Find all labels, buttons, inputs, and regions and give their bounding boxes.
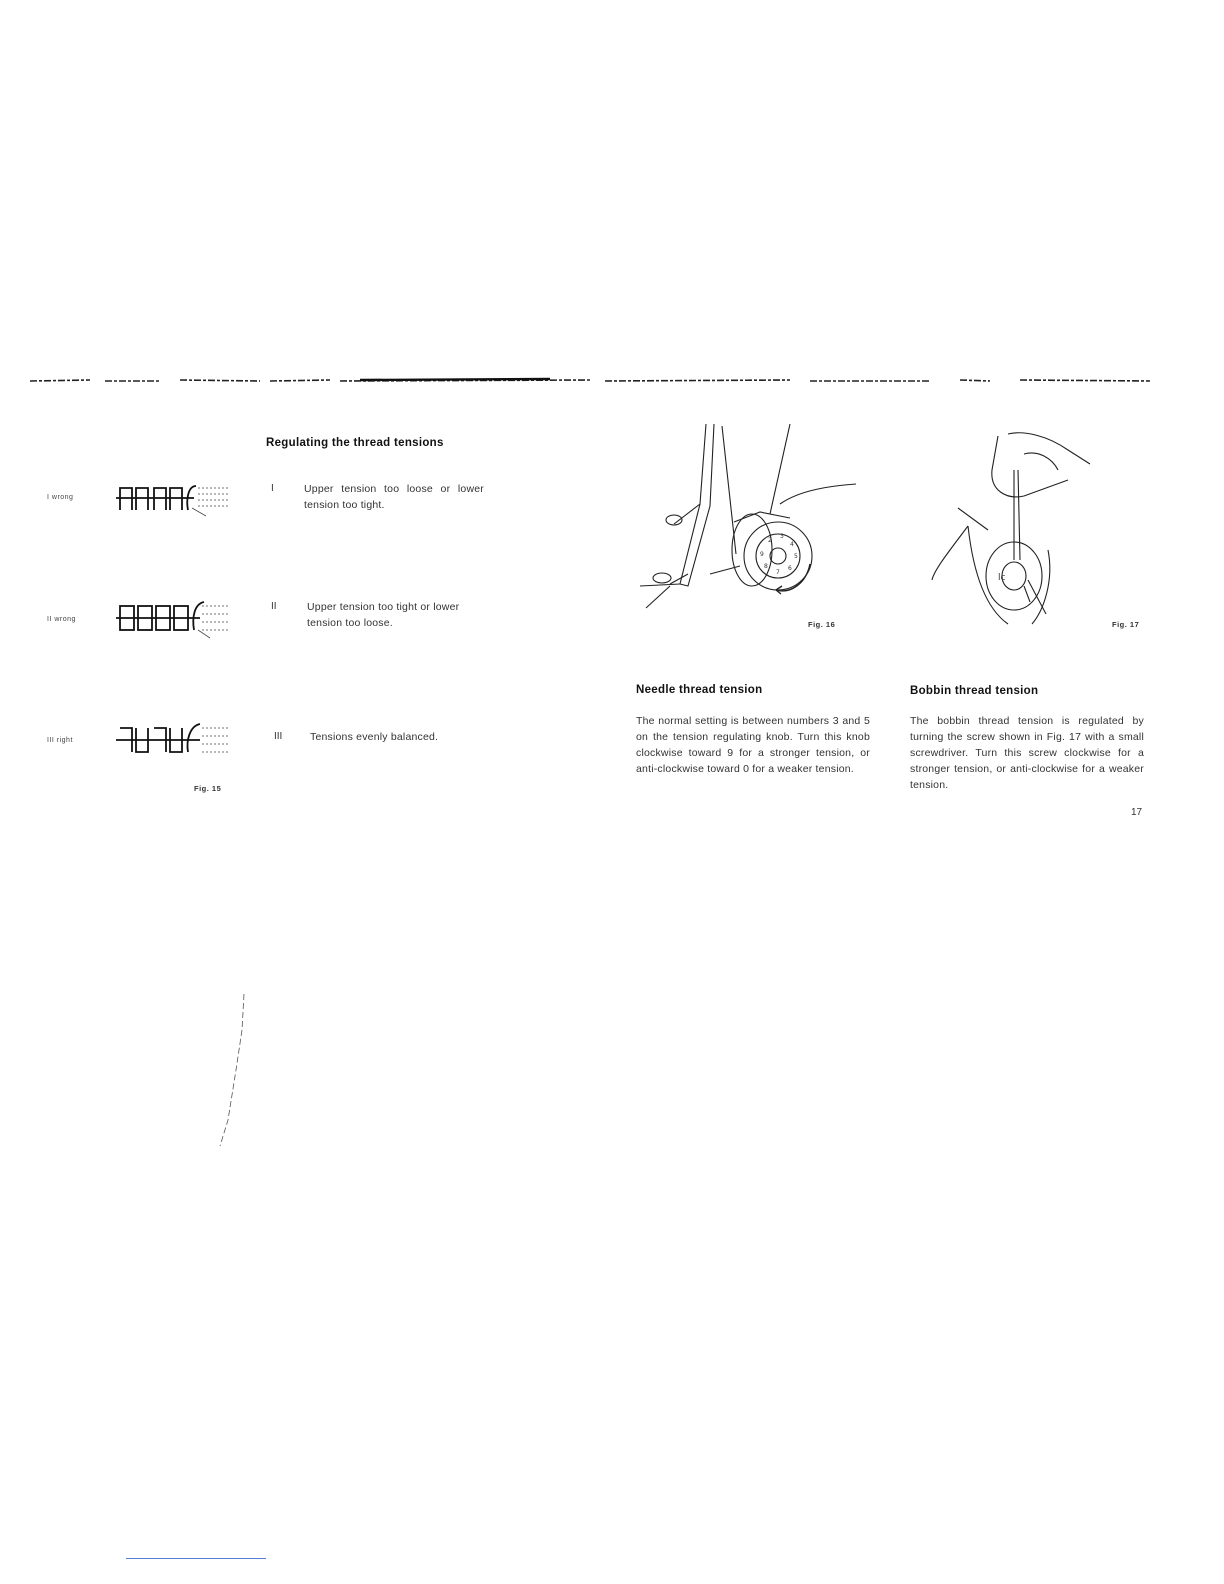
tension-knob-illustration-icon bbox=[640, 424, 860, 614]
fig17-caption: Fig. 17 bbox=[1112, 620, 1140, 629]
svg-text:2: 2 bbox=[768, 537, 772, 544]
row-label-iii: III right bbox=[47, 737, 73, 744]
stitch-diagram-icon bbox=[114, 720, 230, 760]
page-number: 17 bbox=[1131, 807, 1143, 818]
svg-text:8: 8 bbox=[764, 563, 768, 570]
row-text-iii: Tensions evenly balanced. bbox=[310, 731, 439, 743]
stitch-diagram-icon bbox=[114, 480, 230, 516]
svg-text:3: 3 bbox=[780, 533, 784, 540]
needle-title: Needle thread tension bbox=[636, 684, 763, 696]
row-text-i: Upper tension too loose or lower tension too tight. bbox=[304, 483, 484, 511]
bobbin-title: Bobbin thread tension bbox=[910, 685, 1039, 697]
tensions-title: Regulating the thread tensions bbox=[266, 437, 444, 449]
bobbin-case-illustration-icon bbox=[928, 430, 1098, 626]
svg-text:7: 7 bbox=[776, 569, 780, 576]
row-numeral-ii: II bbox=[271, 601, 277, 612]
stitch-diagram-icon bbox=[114, 598, 230, 638]
row-numeral-i: I bbox=[271, 483, 274, 494]
needle-text: The normal setting is between numbers 3 and 5 on the tension regulating knob. Turn this knob clockwise toward 9 for a stronger tension, or anti-clockwise toward 0 for a weaker tension. bbox=[636, 715, 870, 775]
scan-artifact-icon bbox=[214, 990, 254, 1150]
row-text-ii: Upper tension too tight or lower tension too loose. bbox=[307, 601, 460, 629]
svg-text:5: 5 bbox=[794, 553, 798, 560]
svg-text:4: 4 bbox=[790, 541, 794, 548]
row-label-ii: II wrong bbox=[47, 616, 76, 623]
row-numeral-iii: III bbox=[274, 731, 283, 742]
fig16-caption: Fig. 16 bbox=[808, 620, 836, 629]
svg-text:9: 9 bbox=[760, 551, 764, 558]
bobbin-text: The bobbin thread tension is regulated by turning the screw shown in Fig. 17 with a small screwdriver. Turn this screw clockwise for a stronger tension, or anti-clockwise for a weaker tension. bbox=[910, 715, 1144, 791]
svg-text:6: 6 bbox=[788, 565, 792, 572]
svg-text:lc: lc bbox=[998, 573, 1006, 583]
scan-line-icon bbox=[30, 376, 1180, 386]
row-label-i: I wrong bbox=[47, 494, 74, 501]
bottom-rule bbox=[126, 1558, 266, 1559]
fig15-caption: Fig. 15 bbox=[194, 784, 222, 793]
